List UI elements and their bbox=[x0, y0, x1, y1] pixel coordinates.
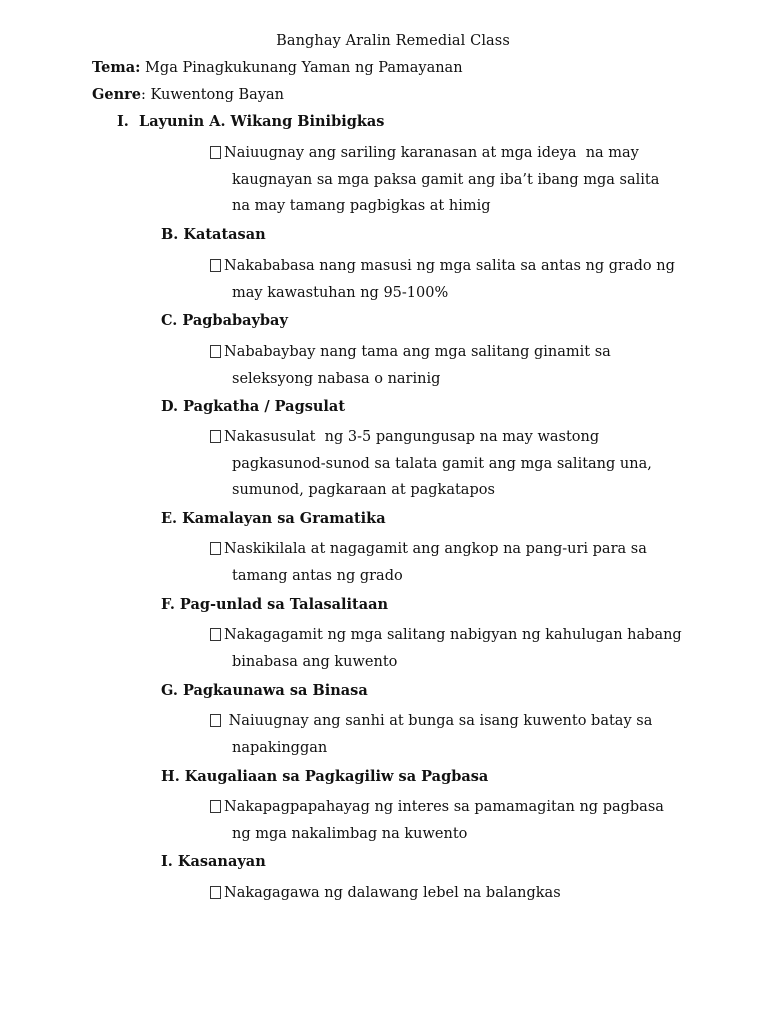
objective-line bbox=[210, 563, 730, 590]
objective-text: pagkasunod-sunod sa talata gamit ang mga salitang una, bbox=[232, 455, 652, 472]
objective-line-first bbox=[210, 424, 730, 451]
bullet-box-icon bbox=[210, 430, 221, 443]
objective-text: seleksyong nabasa o narinig bbox=[232, 370, 441, 387]
objective-line-first bbox=[210, 794, 730, 821]
section-heading: G. Pagkaunawa sa Binasa bbox=[161, 682, 368, 699]
document-title: Banghay Aralin Remedial Class bbox=[276, 33, 510, 49]
bullet-box-icon bbox=[210, 345, 221, 358]
objective-line bbox=[210, 477, 730, 504]
section-heading: F. Pag-unlad sa Talasalitaan bbox=[161, 596, 389, 613]
objective-item bbox=[210, 794, 730, 847]
objective-text: Naiuugnay ang sariling karanasan at mga ideya na may bbox=[224, 145, 639, 161]
objective-text: Nakagagawa ng dalawang lebel na balangkas bbox=[224, 885, 561, 901]
objective-line bbox=[210, 735, 730, 762]
objective-text: may kawastuhan ng 95-100% bbox=[232, 284, 449, 301]
objective-line bbox=[210, 649, 730, 676]
bullet-box-icon bbox=[210, 259, 221, 272]
objective-text: tamang antas ng grado bbox=[232, 567, 403, 584]
section-heading: I. Kasanayan bbox=[161, 853, 266, 870]
objective-text: ng mga nakalimbag na kuwento bbox=[232, 825, 468, 842]
genre-label: Genre bbox=[92, 86, 142, 103]
objective-text: na may tamang pagbigkas at himig bbox=[232, 198, 491, 215]
roman-label: Layunin A. Wikang Binibigkas bbox=[139, 113, 385, 130]
objective-item bbox=[210, 708, 730, 761]
genre-value: : Kuwentong Bayan bbox=[141, 87, 284, 103]
objective-item bbox=[210, 622, 730, 675]
genre-line bbox=[92, 86, 284, 103]
objective-line bbox=[210, 280, 730, 307]
objective-item bbox=[210, 536, 730, 589]
bullet-box-icon bbox=[210, 542, 221, 555]
objective-line-first bbox=[210, 253, 730, 280]
objective-line-first bbox=[210, 339, 730, 366]
bullet-box-icon bbox=[210, 714, 221, 727]
objective-line-first bbox=[210, 880, 730, 907]
objective-line bbox=[210, 451, 730, 478]
objective-line bbox=[210, 167, 730, 194]
section-heading: H. Kaugaliaan sa Pagkagiliw sa Pagbasa bbox=[161, 768, 489, 785]
bullet-box-icon bbox=[210, 146, 221, 159]
objective-line-first bbox=[210, 708, 730, 735]
objective-line-first bbox=[210, 536, 730, 563]
section-heading: B. Katatasan bbox=[161, 226, 266, 243]
objective-text: Nakasusulat ng 3-5 pangungusap na may wastong bbox=[224, 429, 600, 445]
objective-line bbox=[210, 821, 730, 848]
tema-label: Tema: bbox=[92, 59, 141, 76]
objective-item bbox=[210, 253, 730, 306]
objective-line-first bbox=[210, 622, 730, 649]
objective-item bbox=[210, 880, 730, 907]
roman-number: I. bbox=[117, 113, 129, 130]
bullet-box-icon bbox=[210, 886, 221, 899]
objective-line-first bbox=[210, 140, 730, 167]
objective-text: Naiuugnay ang sanhi at bunga sa isang kuwento batay sa bbox=[224, 713, 653, 729]
bullet-box-icon bbox=[210, 628, 221, 641]
objective-text: napakinggan bbox=[232, 739, 328, 756]
bullet-box-icon bbox=[210, 800, 221, 813]
objective-text: sumunod, pagkaraan at pagkatapos bbox=[232, 482, 495, 499]
objective-text: Naskikilala at nagagamit ang angkop na pang-uri para sa bbox=[224, 541, 647, 557]
objective-text: Nakapagpapahayag ng interes sa pamamagitan ng pagbasa bbox=[224, 799, 664, 815]
tema-line bbox=[92, 59, 463, 76]
objective-text: kaugnayan sa mga paksa gamit ang iba’t ibang mga salita bbox=[232, 171, 660, 188]
objective-text: binabasa ang kuwento bbox=[232, 653, 398, 670]
section-heading: E. Kamalayan sa Gramatika bbox=[161, 510, 386, 527]
objective-item bbox=[210, 140, 730, 220]
objective-text: Nakababasa nang masusi ng mga salita sa antas ng grado ng bbox=[224, 258, 675, 274]
section-heading: D. Pagkatha / Pagsulat bbox=[161, 398, 346, 415]
tema-value: Mga Pinagkukunang Yaman ng Pamayanan bbox=[140, 60, 463, 76]
objective-text: Nababaybay nang tama ang mga salitang ginamit sa bbox=[224, 344, 611, 360]
objective-item bbox=[210, 424, 730, 504]
section-heading: C. Pagbabaybay bbox=[161, 312, 288, 329]
roman-heading bbox=[117, 113, 384, 130]
objective-line bbox=[210, 193, 730, 220]
objective-line bbox=[210, 366, 730, 393]
objective-item bbox=[210, 339, 730, 392]
objective-text: Nakagagamit ng mga salitang nabigyan ng kahulugan habang bbox=[224, 627, 682, 643]
